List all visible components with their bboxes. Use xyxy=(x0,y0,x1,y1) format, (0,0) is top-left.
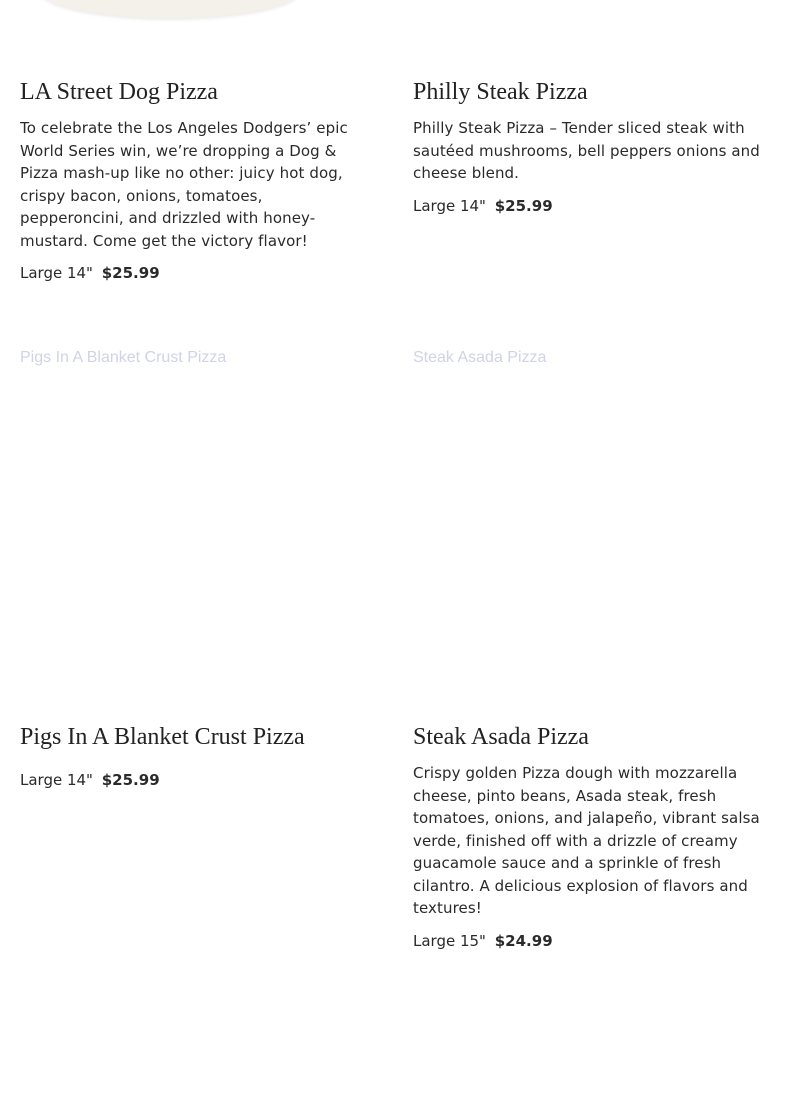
item-size: Large 14" xyxy=(413,196,486,215)
item-title[interactable]: LA Street Dog Pizza xyxy=(20,79,218,105)
item-size: Large 15" xyxy=(413,931,486,950)
pizza-image-steak-asada[interactable] xyxy=(413,349,546,367)
item-title[interactable]: Philly Steak Pizza xyxy=(413,79,588,105)
price-row xyxy=(20,262,370,284)
item-description: To celebrate the Los Angeles Dodgers’ epic World Series win, we’re dropping a Dog & Pizza mash-up like no other: juicy hot dog, crispy bacon, onions, tomatoes, pepperoncini, and drizzled with honey-mustard. Come get the victory flavor! xyxy=(20,119,348,250)
item-size: Large 14" xyxy=(20,264,93,282)
image-alt-text: Pigs In A Blanket Crust Pizza xyxy=(20,349,227,366)
menu-item-pigs-in-a-blanket[interactable] xyxy=(20,722,370,791)
price-row xyxy=(413,930,763,952)
image-alt-text: Steak Asada Pizza xyxy=(413,349,547,366)
price-row xyxy=(20,769,370,791)
item-title[interactable]: Pigs In A Blanket Crust Pizza xyxy=(20,724,305,750)
item-description: Philly Steak Pizza – Tender sliced steak with sautéed mushrooms, bell peppers onions and cheese blend. xyxy=(413,119,760,182)
menu-item-la-street-dog[interactable] xyxy=(20,77,370,284)
menu-item-philly-steak[interactable] xyxy=(413,77,763,217)
item-size: Large 14" xyxy=(20,771,93,789)
item-price: $25.99 xyxy=(101,264,160,282)
pizza-image-la-street-dog[interactable] xyxy=(40,0,300,18)
item-price: $24.99 xyxy=(494,931,553,950)
menu-item-steak-asada[interactable] xyxy=(413,722,763,952)
item-price: $25.99 xyxy=(494,196,553,215)
price-row xyxy=(413,195,763,217)
item-description: Crispy golden Pizza dough with mozzarella cheese, pinto beans, Asada steak, fresh tomatoes, onions, and jalapeño, vibrant salsa verde, finished off with a drizzle of creamy guacamole sauce and a sprinkle of fresh cilantro. A delicious explosion of flavors and textures! xyxy=(413,764,760,917)
item-price: $25.99 xyxy=(101,771,160,789)
pizza-image-pigs-in-a-blanket[interactable] xyxy=(20,349,226,367)
item-title[interactable]: Steak Asada Pizza xyxy=(413,724,589,750)
